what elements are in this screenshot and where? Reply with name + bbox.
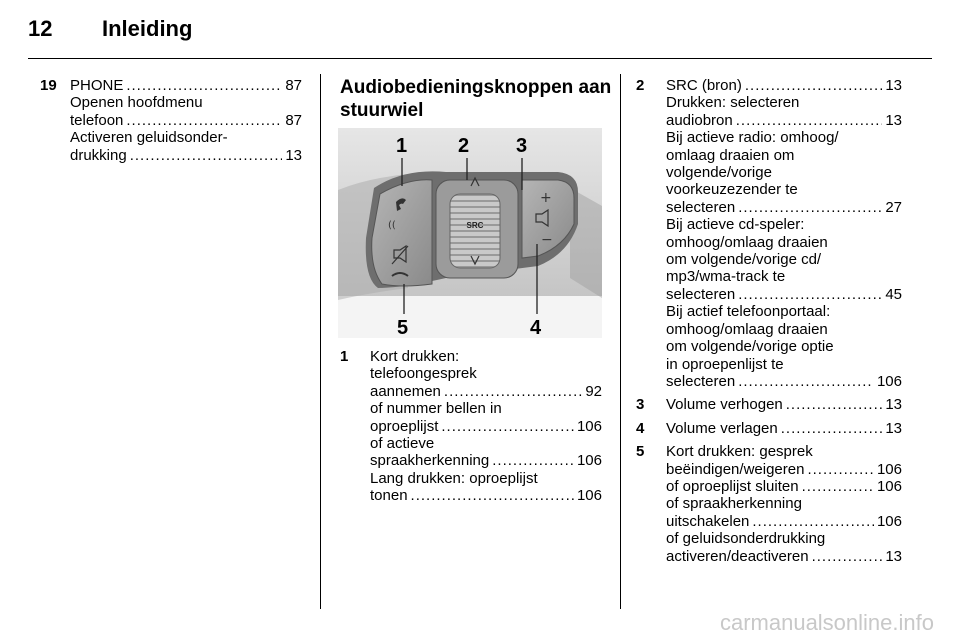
toc-line-text: spraakherkenning xyxy=(370,452,490,470)
text-line: Bij actieve radio: omhoog/ xyxy=(666,129,839,147)
entry-lines xyxy=(666,420,902,437)
voice-recognition-icon: (( xyxy=(388,220,396,231)
dot-leader xyxy=(786,396,883,413)
text-line: Drukken: selecteren xyxy=(666,94,800,112)
toc-line xyxy=(370,383,602,400)
dot-leader xyxy=(738,199,882,216)
entry-lines xyxy=(666,396,902,413)
dot-leader xyxy=(126,112,282,129)
page-reference[interactable]: 45 xyxy=(885,285,902,303)
callout-5: 5 xyxy=(397,317,409,338)
text-line: mp3/wma-track te xyxy=(666,268,786,286)
page-reference[interactable]: 106 xyxy=(876,460,902,478)
minus-icon: − xyxy=(541,232,553,248)
dot-leader xyxy=(411,487,574,504)
toc-line xyxy=(666,461,902,478)
toc-line-text: Volume verlagen xyxy=(666,419,778,437)
callout-1: 1 xyxy=(396,135,408,157)
text-line: Lang drukken: oproeplijst xyxy=(370,469,538,487)
toc-entry xyxy=(636,396,902,413)
page-reference[interactable]: 106 xyxy=(576,417,602,435)
middle-column xyxy=(340,348,602,511)
toc-line-text: oproeplijst xyxy=(370,417,439,435)
toc-line xyxy=(666,373,902,390)
section-title-line2: stuurwiel xyxy=(340,100,424,121)
toc-entry xyxy=(40,77,302,164)
toc-entry xyxy=(636,77,902,390)
dot-leader xyxy=(738,286,882,303)
dot-leader xyxy=(781,420,883,437)
callout-2: 2 xyxy=(458,135,470,157)
toc-line xyxy=(666,396,902,413)
toc-entry xyxy=(636,443,902,565)
dot-leader xyxy=(802,478,874,495)
text-line: Bij actief telefoonportaal: xyxy=(666,303,831,321)
dot-leader xyxy=(492,452,574,469)
toc-line-text: uitschakelen xyxy=(666,512,750,530)
section-title-line1: Audiobedieningsknoppen aan xyxy=(340,77,612,98)
toc-line xyxy=(70,112,302,129)
src-thumbwheel xyxy=(450,194,500,268)
toc-line-text: PHONE xyxy=(70,77,124,94)
text-line: in oproepenlijst te xyxy=(666,355,784,373)
dot-leader xyxy=(441,418,574,435)
toc-line-text: aannemen xyxy=(370,382,441,400)
text-line: omhoog/omlaag draaien xyxy=(666,320,828,338)
toc-line xyxy=(370,487,602,504)
dot-leader xyxy=(745,77,882,94)
text-line: telefoongesprek xyxy=(370,365,477,383)
page-reference[interactable]: 13 xyxy=(885,111,902,129)
page-reference[interactable]: 106 xyxy=(576,452,602,470)
toc-line xyxy=(666,112,902,129)
dot-leader xyxy=(126,77,282,94)
toc-line xyxy=(370,452,602,469)
page-header xyxy=(28,16,192,42)
entry-lines xyxy=(666,443,902,565)
toc-line-text: SRC (bron) xyxy=(666,77,742,94)
text-line: omlaag draaien om xyxy=(666,146,795,164)
plus-icon: + xyxy=(540,190,552,206)
page-reference[interactable]: 13 xyxy=(885,419,902,437)
toc-line-text: tonen xyxy=(370,487,408,505)
page-reference[interactable]: 27 xyxy=(885,198,902,216)
toc-line xyxy=(70,147,302,164)
toc-entry xyxy=(340,348,602,505)
section-title xyxy=(340,76,610,122)
entry-lines xyxy=(370,348,602,505)
page-reference[interactable]: 106 xyxy=(876,512,902,530)
page-reference[interactable]: 13 xyxy=(885,77,902,94)
right-column xyxy=(636,77,902,571)
entry-number: 5 xyxy=(636,443,645,461)
page-reference[interactable]: 13 xyxy=(885,396,902,414)
page-reference[interactable]: 87 xyxy=(285,111,302,129)
page-reference[interactable]: 13 xyxy=(885,547,902,565)
callout-3: 3 xyxy=(516,135,528,157)
toc-line xyxy=(666,513,902,530)
page-reference[interactable]: 92 xyxy=(585,382,602,400)
page-number: 12 xyxy=(28,16,53,41)
entry-number: 19 xyxy=(40,77,57,94)
text-line: om volgende/vorige optie xyxy=(666,338,834,356)
text-line: Openen hoofdmenu xyxy=(70,94,203,112)
toc-line xyxy=(666,478,902,495)
entry-number: 4 xyxy=(636,419,645,437)
toc-line xyxy=(666,548,902,565)
toc-line xyxy=(666,199,902,216)
column-divider-left xyxy=(320,74,321,609)
dot-leader xyxy=(736,112,883,129)
dot-leader xyxy=(444,383,582,400)
toc-line-text: activeren/deactiveren xyxy=(666,547,809,565)
toc-line-text: selecteren xyxy=(666,198,736,216)
dot-leader xyxy=(130,147,283,164)
toc-line-text: beëindigen/weigeren xyxy=(666,460,805,478)
left-column xyxy=(40,77,302,170)
callout-4: 4 xyxy=(530,317,542,338)
text-line: Kort drukken: xyxy=(370,348,460,365)
left-button-pad xyxy=(372,180,432,286)
text-line: of nummer bellen in xyxy=(370,400,502,418)
text-line: om volgende/vorige cd/ xyxy=(666,251,822,269)
toc-line xyxy=(666,286,902,303)
toc-line-text: of oproeplijst sluiten xyxy=(666,477,799,495)
page-reference[interactable]: 106 xyxy=(576,487,602,505)
text-line: omhoog/omlaag draaien xyxy=(666,233,828,251)
text-line: voorkeuzezender te xyxy=(666,181,798,199)
entry-number: 3 xyxy=(636,396,645,414)
page-reference[interactable]: 106 xyxy=(876,477,902,495)
toc-line-text: audiobron xyxy=(666,111,733,129)
toc-line xyxy=(370,418,602,435)
toc-line-text: telefoon xyxy=(70,111,124,129)
text-line: Activeren geluidsonder- xyxy=(70,129,228,147)
toc-line xyxy=(666,77,902,94)
page-reference[interactable]: 13 xyxy=(285,146,302,164)
text-line: of actieve xyxy=(370,435,435,453)
toc-entry xyxy=(636,420,902,437)
watermark: carmanualsonline.info xyxy=(719,610,934,635)
toc-line-text: selecteren xyxy=(666,285,736,303)
toc-line xyxy=(70,77,302,94)
toc-line-text: selecteren xyxy=(666,372,736,390)
header-rule xyxy=(28,58,932,59)
text-line: of spraakherkenning xyxy=(666,495,802,513)
page-reference[interactable]: 106 xyxy=(876,372,902,390)
src-label: SRC xyxy=(466,221,484,230)
toc-line-text: drukking xyxy=(70,146,127,164)
dot-leader xyxy=(807,461,874,478)
page-title: Inleiding xyxy=(102,16,193,41)
text-line: of geluidsonderdrukking xyxy=(666,530,826,548)
entry-lines xyxy=(70,77,302,164)
dot-leader xyxy=(812,548,883,565)
steering-wheel-controls-figure xyxy=(338,128,602,338)
dot-leader xyxy=(752,513,874,530)
page-reference[interactable]: 87 xyxy=(285,77,302,94)
entry-number: 1 xyxy=(340,348,349,365)
dot-leader xyxy=(738,373,874,390)
text-line: Kort drukken: gesprek xyxy=(666,443,813,461)
text-line: Bij actieve cd-speler: xyxy=(666,216,805,234)
column-divider-right xyxy=(620,74,621,609)
text-line: volgende/vorige xyxy=(666,164,772,182)
entry-lines xyxy=(666,77,902,390)
entry-number: 2 xyxy=(636,77,645,94)
toc-line-text: Volume verhogen xyxy=(666,396,783,414)
toc-line xyxy=(666,420,902,437)
